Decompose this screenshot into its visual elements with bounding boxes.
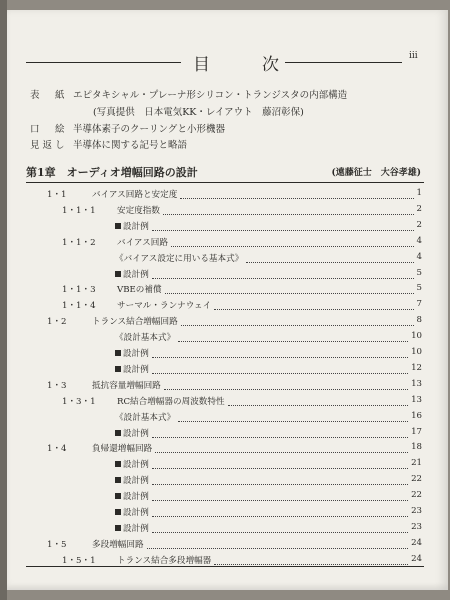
header-rule-right	[285, 62, 402, 63]
toc-leader-dots	[155, 451, 408, 453]
toc-entry-title	[117, 204, 160, 216]
square-bullet-icon	[115, 223, 121, 229]
front-label: 見返し	[30, 140, 68, 151]
toc-leader-dots	[178, 340, 408, 342]
front-text: 半導体に関する記号と略語	[73, 140, 188, 151]
toc-leader-dots	[152, 467, 408, 469]
toc-entry-title-text: トランス結合多段増幅器	[117, 555, 212, 566]
toc-entry-number: 1・1・1	[62, 205, 96, 216]
header-rule-left	[26, 62, 181, 63]
toc-leader-dots	[171, 245, 414, 247]
toc-entry-title	[115, 522, 149, 534]
toc-entry-page: 4	[416, 251, 422, 262]
toc-leader-dots	[152, 356, 408, 358]
toc-entry-number: 1・1	[47, 190, 67, 200]
toc-entry-page: 18	[411, 442, 422, 453]
toc-entry-title	[92, 315, 178, 327]
square-bullet-icon	[115, 509, 121, 515]
toc-leader-dots	[152, 277, 414, 279]
toc-leader-dots	[152, 436, 408, 438]
toc-entry-title	[115, 411, 175, 423]
toc-entry-page: 10	[411, 347, 422, 357]
toc-entry-page: 8	[416, 315, 422, 326]
toc-entry-title	[115, 458, 149, 470]
toc-entry-page: 2	[416, 219, 422, 230]
toc-entry	[7, 411, 448, 425]
toc-entry-title	[115, 363, 149, 375]
toc-entry-title-text: 負帰還増幅回路	[92, 444, 153, 455]
toc-entry-title-text: 安定度指数	[117, 205, 160, 216]
toc-entry-title	[115, 474, 149, 486]
toc-leader-dots	[152, 531, 408, 533]
toc-leader-dots	[152, 483, 408, 485]
book-page	[7, 10, 448, 590]
toc-entry-title	[115, 347, 149, 359]
front-text: (写真提供 日本電気KK・レイアウト 藤沼彰保)	[93, 107, 304, 118]
toc-entry	[7, 395, 448, 409]
toc-entry-number: 1・5	[47, 539, 67, 550]
toc-entry-number: 1・3	[47, 380, 67, 391]
toc-leader-dots	[228, 404, 408, 406]
toc-entry-number: 1・5・1	[62, 555, 96, 566]
chapter-authors: (遠藤征士 大谷孝雄)	[331, 168, 421, 178]
square-bullet-icon	[115, 461, 121, 467]
toc-entry-page: 21	[411, 458, 422, 469]
toc-entry-title-text: 抵抗容量増幅回路	[92, 380, 161, 391]
toc-entry-title	[115, 490, 149, 502]
square-bullet-icon	[115, 271, 121, 277]
toc-entry	[7, 236, 448, 250]
front-matter-endpaper	[30, 137, 187, 151]
toc-entry	[7, 458, 448, 472]
square-bullet-icon	[115, 525, 121, 531]
toc-entry-title-text: 設計例	[123, 476, 149, 487]
page-title-char-1: 目	[193, 55, 212, 75]
toc-leader-dots	[165, 292, 414, 294]
toc-leader-dots	[152, 499, 408, 501]
toc-entry-title-text: 設計例	[123, 492, 149, 503]
toc-entry-title-text: バイアス回路	[117, 237, 168, 248]
square-bullet-icon	[115, 350, 121, 356]
toc-entry-title-text: RC結合増幅器の周波数特性	[117, 396, 225, 407]
toc-entry-title-text: 《バイアス設定に用いる基本式》	[115, 253, 244, 264]
toc-leader-dots	[214, 308, 414, 310]
toc-entry	[7, 188, 448, 202]
front-matter-credit	[93, 104, 304, 118]
toc-entry-number: 1・1・3	[62, 285, 96, 296]
toc-entry-title-text: 《設計基本式》	[115, 412, 176, 423]
square-bullet-icon	[115, 493, 121, 499]
toc-entry-title	[117, 236, 168, 248]
toc-entry	[7, 331, 448, 345]
toc-entry-page: 10	[411, 331, 422, 342]
toc-entry-title-text: サーマル・ランナウェイ	[117, 301, 212, 312]
page-title-char-2: 次	[262, 55, 281, 75]
toc-entry-title-text: 設計例	[123, 428, 149, 439]
toc-entry-number: 1・4	[47, 444, 67, 455]
toc-leader-dots	[152, 372, 408, 374]
toc-entry-page: 23	[411, 521, 422, 532]
front-label: 口 絵	[30, 124, 68, 135]
toc-entry	[7, 506, 448, 520]
toc-entry-page: 22	[411, 474, 422, 485]
toc-leader-dots	[164, 388, 408, 390]
chapter-heading	[26, 164, 424, 180]
toc-entry-title	[115, 506, 149, 518]
toc-entry-page: 4	[416, 235, 422, 246]
toc-entry-title	[115, 220, 149, 232]
toc-leader-dots	[163, 213, 414, 215]
front-label: 表 紙	[30, 90, 68, 101]
toc-entry	[7, 299, 448, 313]
square-bullet-icon	[115, 430, 121, 436]
toc-entry-title-text: 設計例	[123, 269, 149, 280]
toc-leader-dots	[214, 563, 408, 565]
toc-entry	[7, 538, 448, 552]
toc-leader-dots	[152, 229, 414, 231]
front-text: 半導体素子のクーリングと小形機器	[73, 124, 226, 135]
toc-entry-title	[115, 268, 149, 280]
toc-entry-number: 1・2	[47, 317, 67, 328]
toc-leader-dots	[178, 420, 408, 422]
toc-entry-title-text: 設計例	[123, 364, 149, 375]
toc-entry	[7, 379, 448, 393]
toc-entry-title-text: 設計例	[123, 508, 149, 518]
toc-entry-title	[92, 188, 177, 200]
toc-entry	[7, 522, 448, 536]
toc-entry	[7, 268, 448, 282]
toc-entry	[7, 363, 448, 377]
toc-entry	[7, 252, 448, 266]
toc-entry	[7, 490, 448, 504]
toc-entry-title	[115, 331, 175, 343]
toc-entry-page: 7	[416, 299, 422, 310]
footer-rule	[26, 566, 424, 567]
toc-entry-title-text: トランス結合増幅回路	[92, 317, 178, 328]
toc-entry	[7, 427, 448, 441]
toc-entry-page: 24	[411, 553, 422, 564]
toc-entry-title	[92, 379, 161, 391]
toc-entry-title-text: 多段増幅回路	[92, 539, 144, 550]
toc-leader-dots	[152, 515, 408, 517]
toc-entry-title	[117, 283, 162, 295]
square-bullet-icon	[115, 477, 121, 483]
toc-entry-number: 1・1・4	[62, 301, 96, 312]
toc-entry	[7, 474, 448, 488]
toc-entry-page: 16	[411, 410, 422, 421]
toc-entry-page: 2	[416, 203, 422, 214]
toc-entry-page: 23	[411, 506, 422, 516]
page-edge-shadow	[0, 0, 7, 600]
toc-entry	[7, 347, 448, 361]
front-matter-cover	[30, 87, 347, 101]
toc-entry-page: 1	[416, 188, 422, 198]
chapter-title: 第1章 オーディオ増幅回路の設計	[26, 166, 198, 179]
toc-entry-title-text: 設計例	[123, 460, 149, 471]
chapter-rule	[26, 182, 424, 183]
toc-entry-title	[92, 442, 152, 454]
toc-entry-title-text: 《設計基本式》	[115, 333, 176, 344]
toc-entry-title-text: バイアス回路と安定度	[92, 190, 178, 200]
toc-entry-title-text: 設計例	[123, 349, 149, 359]
front-text: エピタキシャル・プレーナ形シリコン・トランジスタの内部構造	[73, 90, 348, 101]
toc-leader-dots	[181, 324, 414, 326]
toc-entry-title	[92, 538, 144, 550]
toc-leader-dots	[147, 547, 408, 549]
toc-entry	[7, 204, 448, 218]
toc-entry-page: 12	[411, 362, 422, 373]
toc-leader-dots	[246, 261, 414, 263]
toc-entry-number: 1・1・2	[62, 237, 96, 248]
toc-entry-page: 24	[411, 537, 422, 548]
toc-entry-page: 5	[416, 267, 422, 278]
toc-entry-title	[115, 252, 243, 264]
toc-entry-title	[117, 395, 225, 407]
toc-entry	[7, 283, 448, 297]
toc-entry-page: 13	[411, 378, 422, 389]
toc-entry-page: 22	[411, 490, 422, 501]
page-number: iii	[409, 51, 418, 61]
toc-entry-page: 17	[411, 426, 422, 437]
front-matter-frontispiece	[30, 121, 225, 135]
toc-entry-page: 13	[411, 394, 422, 405]
toc-entry-title-text: VBEの補償	[117, 285, 162, 296]
toc-entry	[7, 315, 448, 329]
toc-entry-title	[117, 299, 211, 311]
toc-entry-title-text: 設計例	[123, 523, 149, 534]
toc-leader-dots	[180, 197, 414, 199]
toc-entry-number: 1・3・1	[62, 396, 96, 407]
square-bullet-icon	[115, 366, 121, 372]
toc-entry	[7, 220, 448, 234]
toc-entry-page: 5	[416, 283, 422, 294]
toc-entry-title	[115, 427, 149, 439]
toc-entry	[7, 442, 448, 456]
toc-entry-title	[117, 554, 211, 566]
toc-entry-title-text: 設計例	[123, 221, 149, 232]
